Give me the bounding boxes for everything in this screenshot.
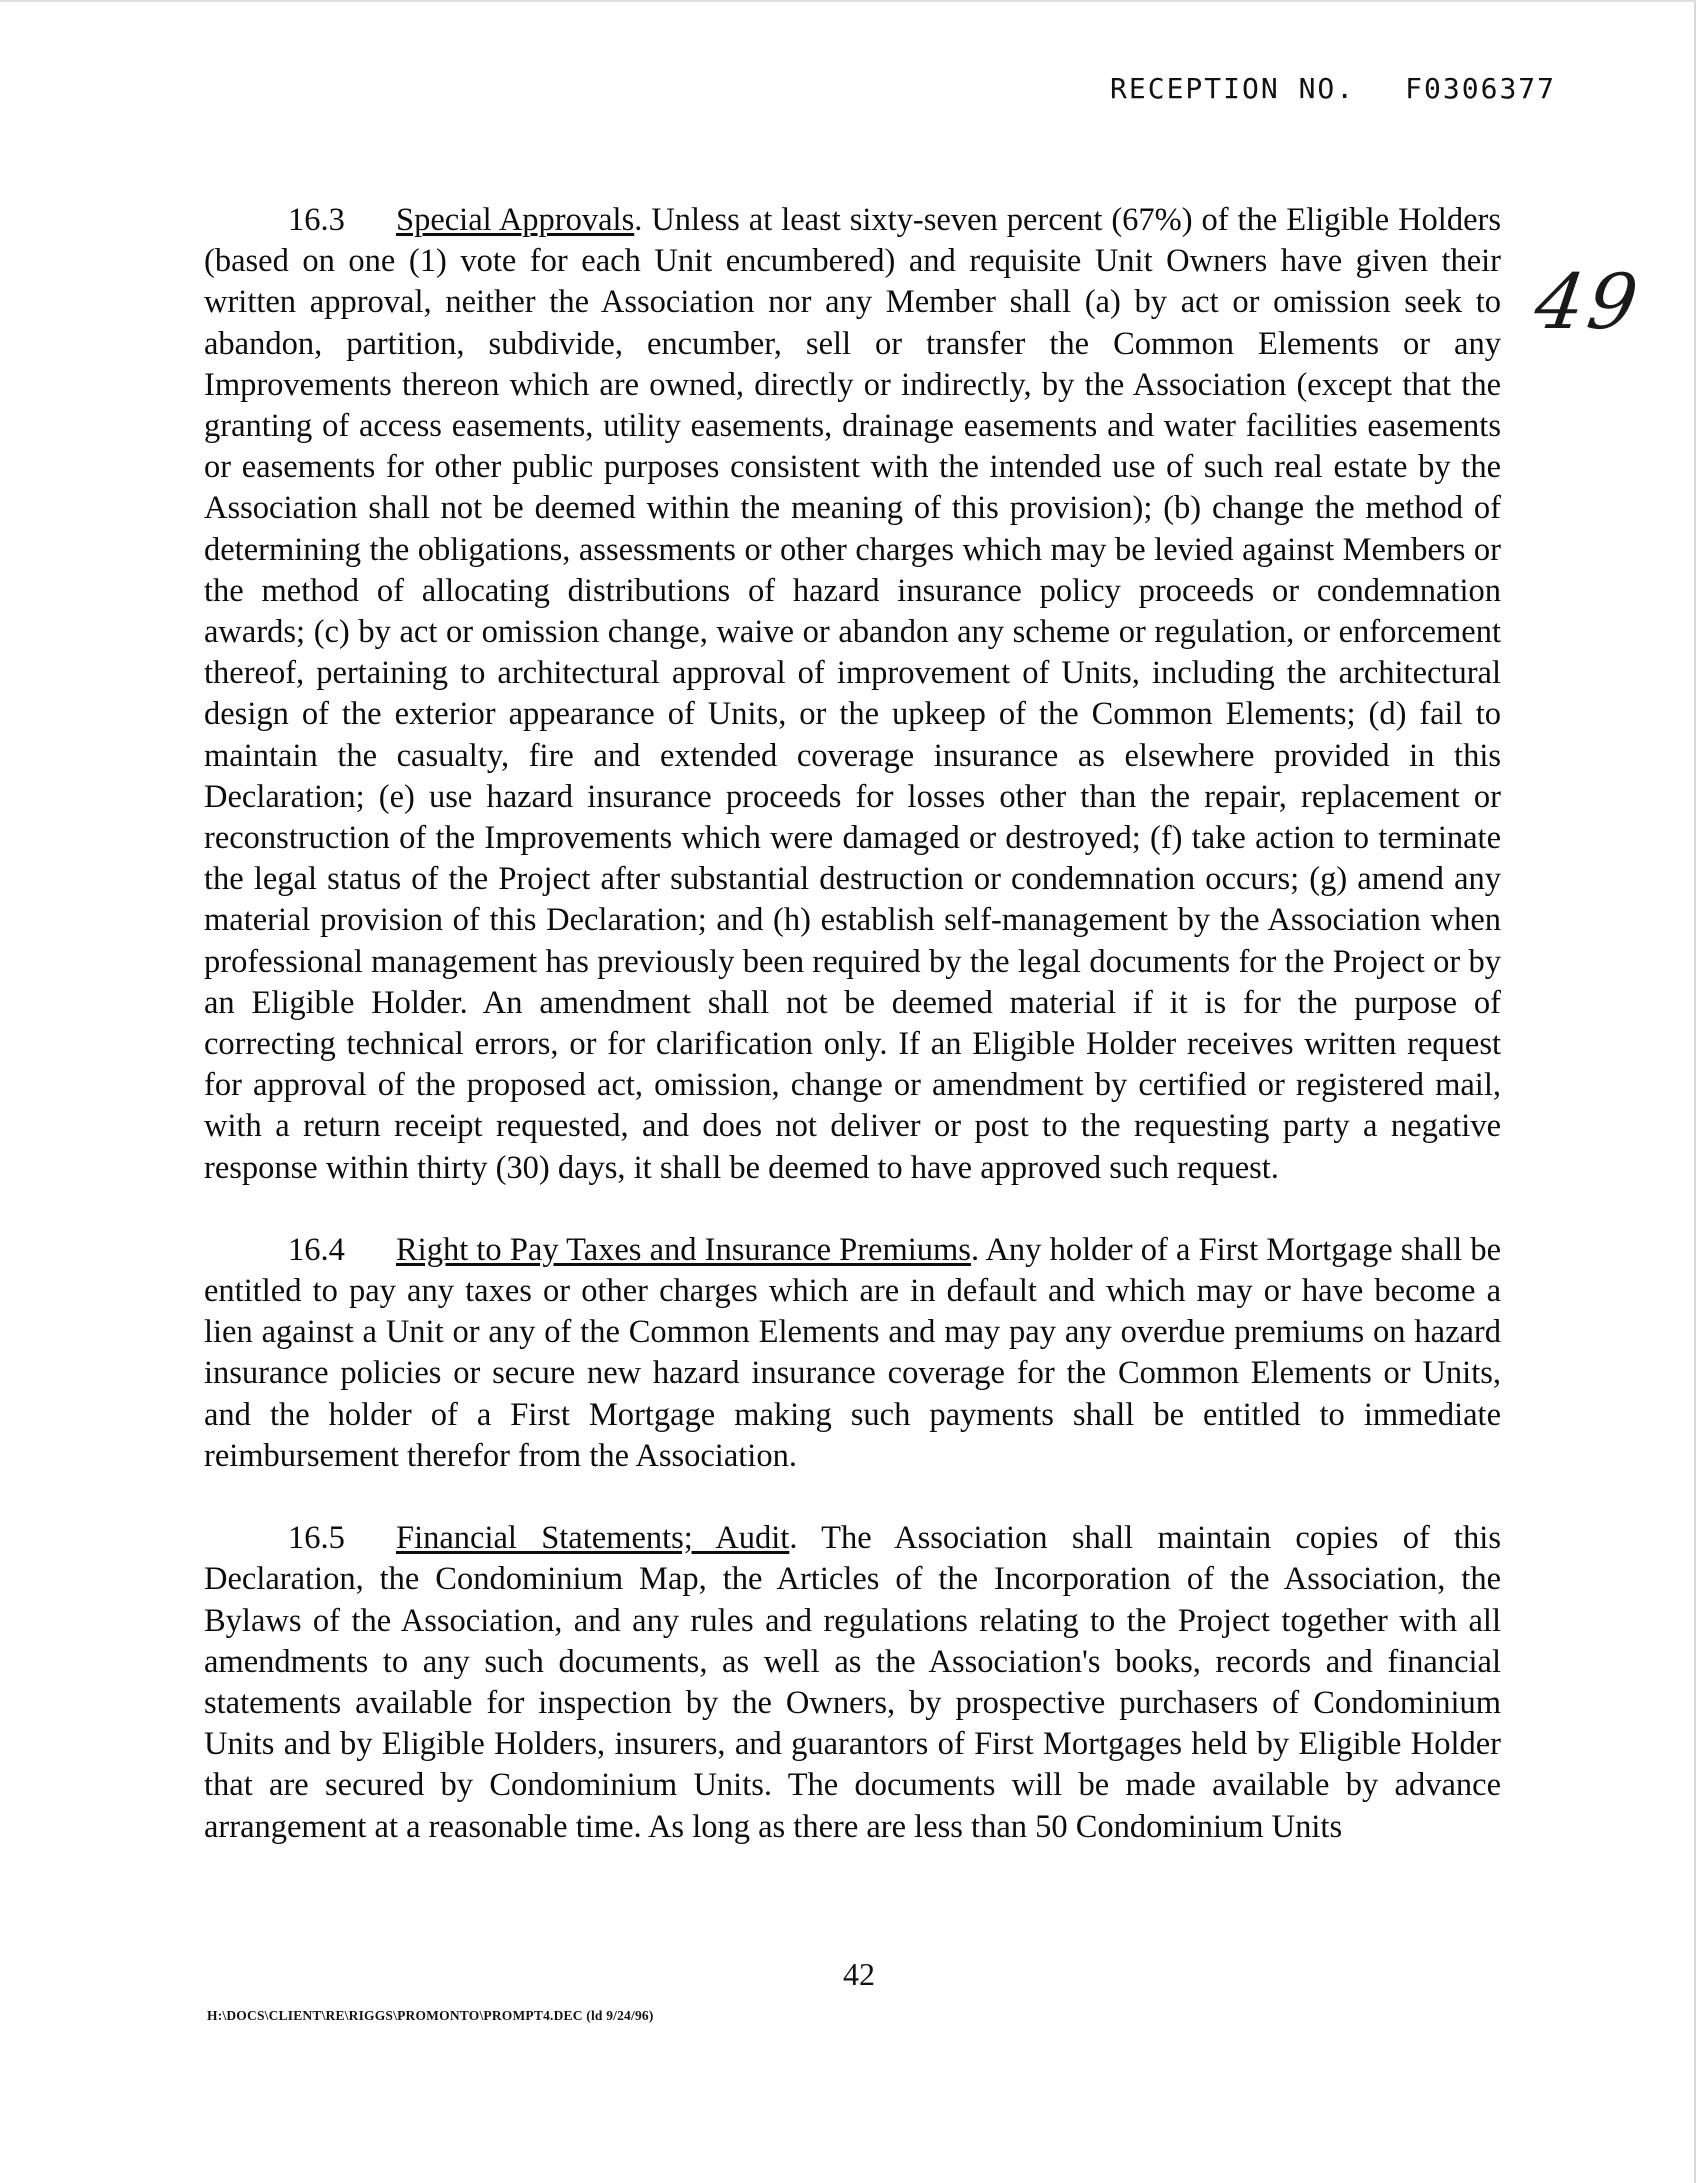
- reception-number-header: [1110, 72, 1630, 105]
- reception-number: F0306377: [1405, 72, 1557, 105]
- section-text: . Any holder of a First Mortgage shall be entitled to pay any taxes or other charges which are in default and which may or have become a lien against a Unit or any of the Common Elements and may pay any overdue premiums on hazard insurance policies or secure new hazard insurance coverage for the Common Elements or Units, and the holder of a First Mortgage making such payments shall be entitled to immediate reimbursement therefor from the Association.: [204, 1231, 1502, 1474]
- section-heading: Right to Pay Taxes and Insurance Premiums: [396, 1231, 971, 1268]
- section-text: . Unless at least sixty-seven percent (67%) of the Eligible Holders (based on one (1) vote for each Unit encumbered) and requisite Unit Owners have given their written approval, neither the Association nor any Member shall (a) by act or omission seek to abandon, partition, subdivide, encumber, sell or transfer the Common Elements or any Improvements thereon which are owned, directly or indirectly, by the Association (except that the granting of access easements, utility easements, drainage easements and water facilities easements or easements for other public purposes consistent with the intended use of such real estate by the Association shall not be deemed within the meaning of this provision); (b) change the method of determining the obligations, assessments or other charges which may be levied against Members or the method of allocating distributions of hazard insurance policy proceeds or condemnation awards; (c) by act or omission change, waive or abandon any scheme or regulation, or enforcement thereof, pertaining to architectural approval of improvement of Units, including the architectural design of the exterior appearance of Units, or the upkeep of the Common Elements; (d) fail to maintain the casualty, fire and extended coverage insurance as elsewhere provided in this Declaration; (e) use hazard insurance proceeds for losses other than the repair, replacement or reconstruction of the Improvements which were damaged or destroyed; (f) take action to terminate the legal status of the Project after substantial destruction or condemnation occurs; (g) amend any material provision of this Declaration; and (h) establish self-management by the Association when professional management has previously been required by the legal documents for the Project or by an Eligible Holder. An amendment shall not be deemed material if it is for the purpose of correcting technical errors, or for clarification only. If an Eligible Holder receives written request for approval of the proposed act, omission, change or amendment by certified or registered mail, with a return receipt requested, and does not deliver or post to the requesting party a negative response within thirty (30) days, it shall be deemed to have approved such request.: [204, 202, 1501, 1186]
- section-number: 16.3: [288, 202, 345, 238]
- section-16-5: [204, 1518, 1501, 1848]
- section-heading: Special Approvals: [396, 202, 635, 238]
- section-number: 16.5: [288, 1520, 345, 1557]
- reception-label: RECEPTION NO.: [1110, 72, 1356, 105]
- page-number: 42: [843, 1956, 875, 1992]
- section-heading: Financial Statements; Audit: [396, 1520, 790, 1557]
- section-16-4: [204, 1230, 1501, 1477]
- footer-file-path: H:\DOCS\CLIENT\RE\RIGGS\PROMONTO\PROMPT4.DEC (ld 9/24/96): [207, 2008, 654, 2023]
- document-body: [204, 200, 1501, 1889]
- section-16-3: [204, 200, 1501, 1189]
- handwritten-margin-note: 49: [1529, 257, 1647, 346]
- section-number: 16.4: [288, 1231, 345, 1268]
- section-text: . The Association shall maintain copies of this Declaration, the Condominium Map, the Articles of the Incorporation of the Association, the Bylaws of the Association, and any rules and regulations relating to the Project together with all amendments to any such documents, as well as the Association's books, records and financial statements available for inspection by the Owners, by prospective purchasers of Condominium Units and by Eligible Holders, insurers, and guarantors of First Mortgages held by Eligible Holder that are secured by Condominium Units. The documents will be made available by advance arrangement at a reasonable time. As long as there are less than 50 Condominium Units: [204, 1520, 1501, 1845]
